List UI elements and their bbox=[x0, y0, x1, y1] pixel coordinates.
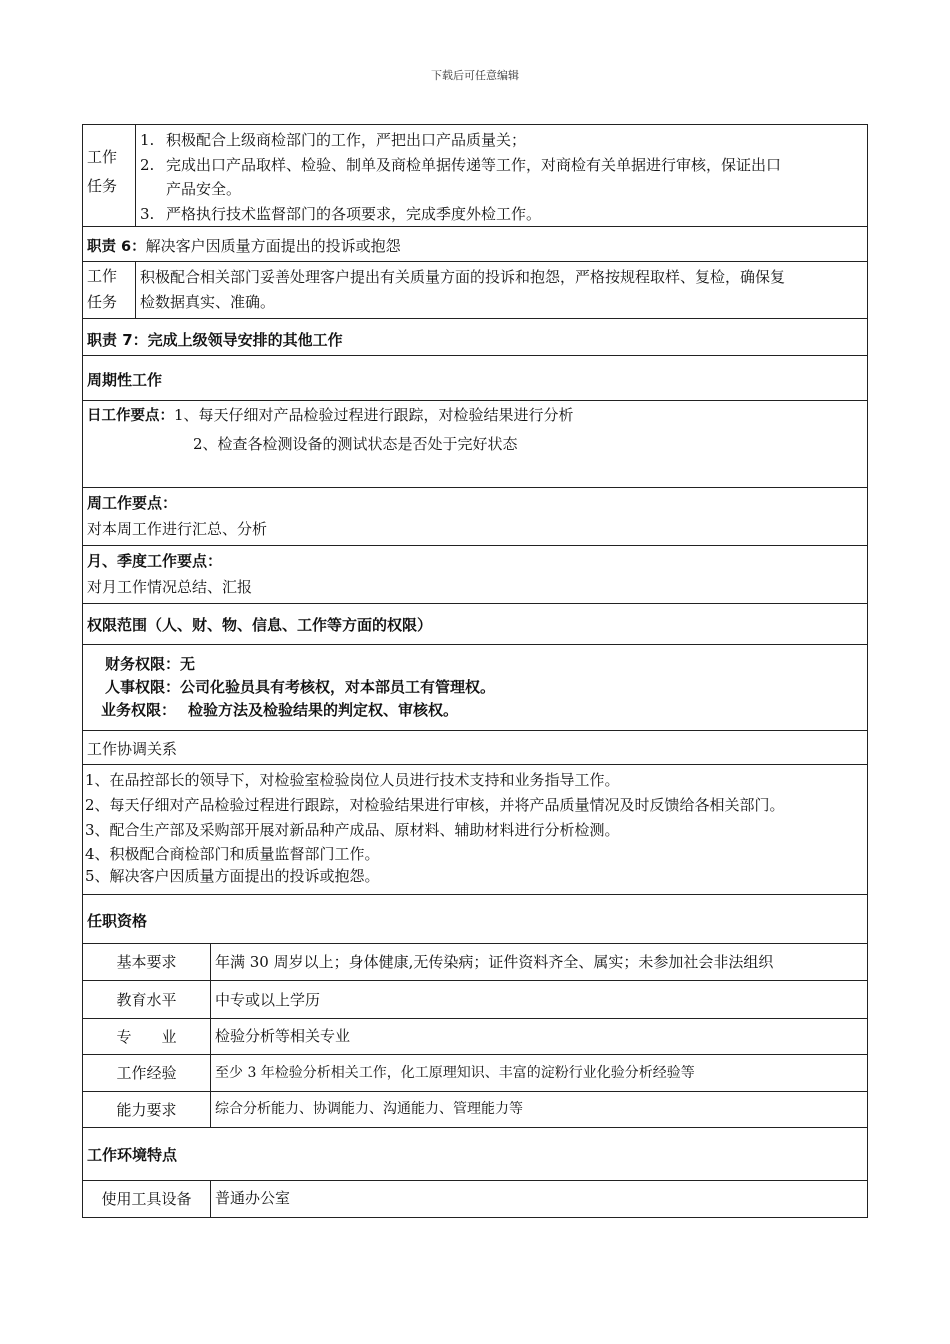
authority-body-row bbox=[83, 645, 867, 731]
qualification-label-cell bbox=[83, 981, 211, 1018]
coordination-item: 4、积极配合商检部门和质量监督部门工作。 bbox=[85, 845, 380, 863]
monthly-label: 月、季度工作要点： bbox=[87, 552, 223, 570]
environment-title: 工作环境特点 bbox=[87, 1146, 178, 1164]
periodic-title: 周期性工作 bbox=[87, 371, 163, 389]
qualification-label: 工作经验 bbox=[116, 1064, 177, 1082]
qualification-row bbox=[83, 944, 867, 981]
qualification-value-cell bbox=[211, 1092, 867, 1127]
daily-item-1: 日工作要点：1、每天仔细对产品检验过程进行跟踪，对检验结果进行分析 bbox=[87, 406, 574, 424]
authority-title: 权限范围（人、财、物、信息、工作等方面的权限） bbox=[87, 616, 433, 634]
coordination-item: 1、在品控部长的领导下，对检验室检验岗位人员进行技术支持和业务指导工作。 bbox=[85, 771, 620, 789]
qualification-label-cell bbox=[83, 944, 211, 980]
duty-6-row bbox=[83, 227, 867, 262]
qualification-label: 专 业 bbox=[116, 1028, 177, 1046]
job-description-table bbox=[82, 124, 868, 1218]
task-text-line2: 检数据真实、准确。 bbox=[140, 293, 276, 311]
qualification-value-cell bbox=[211, 1055, 867, 1091]
coordination-item: 2、每天仔细对产品检验过程进行跟踪，对检验结果进行审核，并将产品质量情况及时反馈给各相关部门。 bbox=[85, 796, 785, 814]
coordination-item: 5、解决客户因质量方面提出的投诉或抱怨。 bbox=[85, 867, 380, 885]
daily-item-2: 2、检查各检测设备的测试状态是否处于完好状态 bbox=[193, 435, 518, 453]
environment-value: 普通办公室 bbox=[215, 1189, 291, 1207]
task-label-line1: 工作 bbox=[87, 267, 118, 285]
qualification-value: 年满 30 周岁以上；身体健康,无传染病；证件资料齐全、属实；未参加社会非法组织 bbox=[215, 953, 774, 971]
task-label-line2: 任务 bbox=[87, 293, 118, 311]
task-text-cell bbox=[136, 262, 867, 318]
qualification-label: 教育水平 bbox=[116, 991, 177, 1009]
qualification-row bbox=[83, 981, 867, 1019]
task-item-continued: 产品安全。 bbox=[166, 180, 242, 198]
task-row-1 bbox=[83, 125, 867, 227]
qualification-value-cell bbox=[211, 1019, 867, 1054]
environment-value-cell bbox=[211, 1181, 867, 1217]
task-text-line1: 积极配合相关部门妥善处理客户提出有关质量方面的投诉和抱怨，严格按规程取样、复检，确保复 bbox=[140, 268, 786, 286]
qualification-value: 综合分析能力、协调能力、沟通能力、管理能力等 bbox=[215, 1101, 523, 1117]
weekly-label: 周工作要点： bbox=[87, 494, 178, 512]
qualification-label-cell bbox=[83, 1055, 211, 1091]
environment-row bbox=[83, 1181, 867, 1217]
personnel-authority: 人事权限：公司化验员具有考核权，对本部员工有管理权。 bbox=[105, 678, 496, 696]
environment-title-row bbox=[83, 1128, 867, 1181]
qualification-label-cell bbox=[83, 1019, 211, 1054]
periodic-row bbox=[83, 356, 867, 401]
duty-7: 职责 7：完成上级领导安排的其他工作 bbox=[87, 331, 343, 349]
task-label-line2: 任务 bbox=[87, 177, 118, 195]
authority-title-row bbox=[83, 604, 867, 645]
duty-7-row bbox=[83, 319, 867, 356]
qualification-value: 至少 3 年检验分析相关工作，化工原理知识、丰富的淀粉行业化验分析经验等 bbox=[215, 1065, 695, 1081]
coordination-title: 工作协调关系 bbox=[87, 740, 178, 758]
finance-authority: 财务权限：无 bbox=[105, 655, 196, 673]
coordination-title-row bbox=[83, 731, 867, 765]
monthly-row bbox=[83, 546, 867, 604]
qualification-title-row bbox=[83, 895, 867, 944]
task-item: 3. 严格执行技术监督部门的各项要求，完成季度外检工作。 bbox=[140, 205, 542, 223]
qualification-label: 能力要求 bbox=[116, 1101, 177, 1119]
coordination-item: 3、配合生产部及采购部开展对新品种产成品、原材料、辅助材料进行分析检测。 bbox=[85, 821, 620, 839]
qualification-value-cell bbox=[211, 981, 867, 1018]
qualification-value-cell bbox=[211, 944, 867, 980]
weekly-text: 对本周工作进行汇总、分析 bbox=[87, 520, 268, 538]
task-item: 1. 积极配合上级商检部门的工作，严把出口产品质量关； bbox=[140, 131, 527, 149]
task-row-2 bbox=[83, 262, 867, 319]
task-label-line1: 工作 bbox=[87, 148, 118, 166]
weekly-row bbox=[83, 488, 867, 546]
monthly-text: 对月工作情况总结、汇报 bbox=[87, 578, 253, 596]
qualification-value: 检验分析等相关专业 bbox=[215, 1027, 351, 1045]
qualification-row bbox=[83, 1055, 867, 1092]
task-label-cell bbox=[83, 125, 136, 226]
qualification-value: 中专或以上学历 bbox=[215, 991, 321, 1009]
task-item: 2. 完成出口产品取样、检验、制单及商检单据传递等工作，对商检有关单据进行审核，保证出口 bbox=[140, 156, 782, 174]
qualification-row bbox=[83, 1019, 867, 1055]
header-note: 下载后可任意编辑 bbox=[431, 69, 519, 82]
environment-label-cell bbox=[83, 1181, 211, 1217]
qualification-label: 基本要求 bbox=[116, 953, 177, 971]
duty-6: 职责 6：解决客户因质量方面提出的投诉或抱怨 bbox=[87, 237, 401, 255]
business-authority: 业务权限： 检验方法及检验结果的判定权、审核权。 bbox=[101, 701, 459, 719]
qualification-label-cell bbox=[83, 1092, 211, 1127]
task-label-cell bbox=[83, 262, 136, 318]
coordination-body-row bbox=[83, 765, 867, 895]
qualification-title: 任职资格 bbox=[87, 912, 148, 930]
daily-row bbox=[83, 401, 867, 488]
environment-label: 使用工具设备 bbox=[101, 1190, 192, 1208]
qualification-row bbox=[83, 1092, 867, 1128]
task-items-cell bbox=[136, 125, 867, 226]
